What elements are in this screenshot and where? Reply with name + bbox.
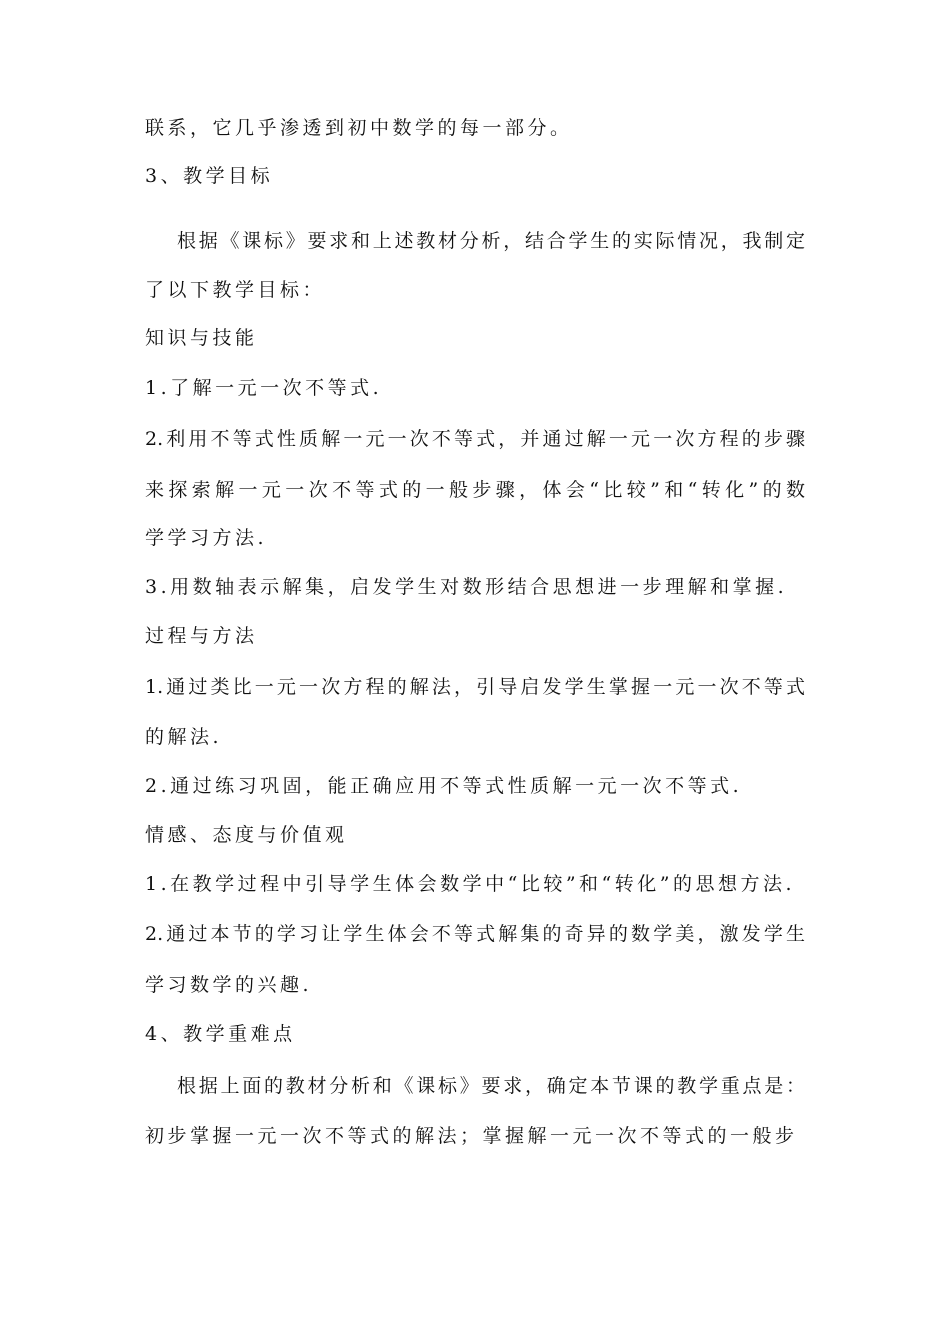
text-line: 联系，它几乎渗透到初中数学的每一部分。: [145, 117, 573, 139]
text-line: 2.通过练习巩固，能正确应用不等式性质解一元一次不等式.: [145, 775, 743, 797]
text-line: 的解法.: [145, 726, 223, 748]
text-line: 2.通过本节的学习让学生体会不等式解集的奇异的数学美，激发学生: [145, 923, 805, 945]
text-line: 学学习方法.: [145, 527, 268, 549]
text-line: 初步掌握一元一次不等式的解法；掌握解一元一次不等式的一般步: [145, 1125, 798, 1147]
subsection-heading: 过程与方法: [145, 625, 258, 647]
subsection-heading: 知识与技能: [145, 327, 258, 349]
text-line: 1.通过类比一元一次方程的解法，引导启发学生掌握一元一次不等式: [145, 676, 805, 698]
text-line: 2.利用不等式性质解一元一次不等式，并通过解一元一次方程的步骤: [145, 428, 805, 450]
text-line: 1.在教学过程中引导学生体会数学中“比较”和“转化”的思想方法.: [145, 873, 796, 895]
text-line: 学习数学的兴趣.: [145, 974, 313, 996]
section-heading: 3、教学目标: [145, 165, 274, 187]
text-line: 1.了解一元一次不等式.: [145, 377, 383, 399]
text-line: 来探索解一元一次不等式的一般步骤，体会“比较”和“转化”的数: [145, 479, 805, 501]
section-heading: 4、教学重难点: [145, 1023, 296, 1045]
text-line: 根据《课标》要求和上述教材分析，结合学生的实际情况，我制定: [177, 230, 805, 252]
subsection-heading: 情感、态度与价值观: [145, 824, 348, 846]
text-line: 了以下教学目标：: [145, 279, 326, 301]
text-line: 根据上面的教材分析和《课标》要求，确定本节课的教学重点是：: [177, 1075, 805, 1097]
text-line: 3.用数轴表示解集，启发学生对数形结合思想进一步理解和掌握.: [145, 576, 788, 598]
